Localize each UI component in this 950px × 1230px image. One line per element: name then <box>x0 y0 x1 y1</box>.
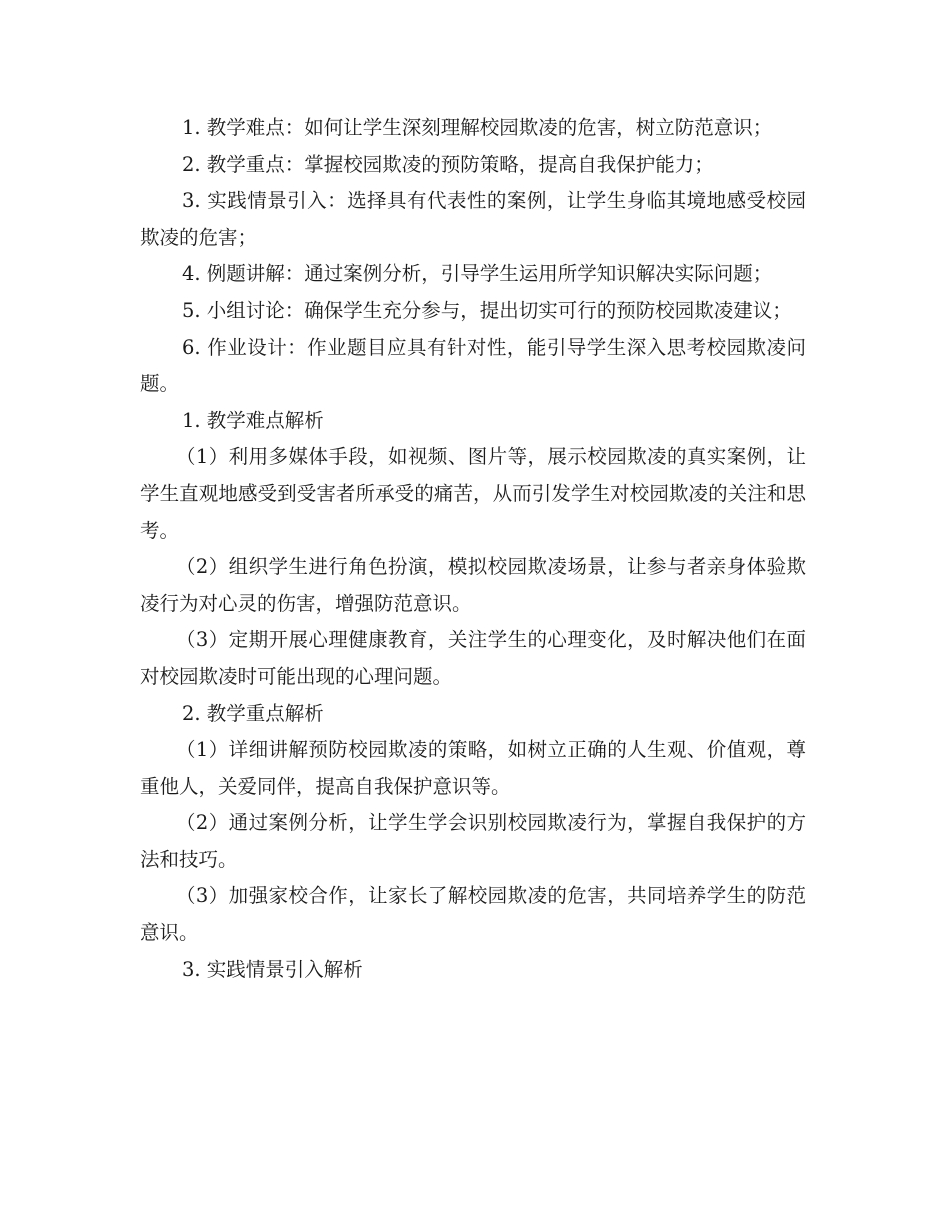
paragraph: （3）定期开展心理健康教育，关注学生的心理变化，及时解决他们在面对校园欺凌时可能出现的心理问题。 <box>140 628 806 688</box>
paragraph: （1）利用多媒体手段，如视频、图片等，展示校园欺凌的真实案例，让学生直观地感受到受害者所承受的痛苦，从而引发学生对校园欺凌的关注和思考。 <box>140 445 806 542</box>
paragraph: （2）通过案例分析，让学生学会识别校园欺凌行为，掌握自我保护的方法和技巧。 <box>140 811 806 871</box>
section-heading: 2. 教学重点解析 <box>182 701 324 725</box>
paragraph: 6. 作业设计：作业题目应具有针对性，能引导学生深入思考校园欺凌问题。 <box>140 335 806 396</box>
section-heading: 3. 实践情景引入解析 <box>182 957 363 981</box>
paragraph: 4. 例题讲解：通过案例分析，引导学生运用所学知识解决实际问题； <box>182 262 773 286</box>
paragraph: 5. 小组讨论：确保学生充分参与，提出切实可行的预防校园欺凌建议； <box>182 298 792 322</box>
document-page <box>140 110 806 988</box>
paragraph: （2）组织学生进行角色扮演，模拟校园欺凌场景，让参与者亲身体验欺凌行为对心灵的伤害，增强防范意识。 <box>140 555 806 615</box>
section-heading: 1. 教学难点解析 <box>182 408 324 432</box>
paragraph: （1）详细讲解预防校园欺凌的策略，如树立正确的人生观、价值观，尊重他人，关爱同伴，提高自我保护意识等。 <box>140 738 806 798</box>
paragraph: （3）加强家校合作，让家长了解校园欺凌的危害，共同培养学生的防范意识。 <box>140 884 806 945</box>
paragraph: 3. 实践情景引入：选择具有代表性的案例，让学生身临其境地感受校园欺凌的危害； <box>140 189 806 249</box>
paragraph: 2. 教学重点：掌握校园欺凌的预防策略，提高自我保护能力； <box>182 152 714 176</box>
paragraph: 1. 教学难点：如何让学生深刻理解校园欺凌的危害，树立防范意识； <box>182 116 773 139</box>
